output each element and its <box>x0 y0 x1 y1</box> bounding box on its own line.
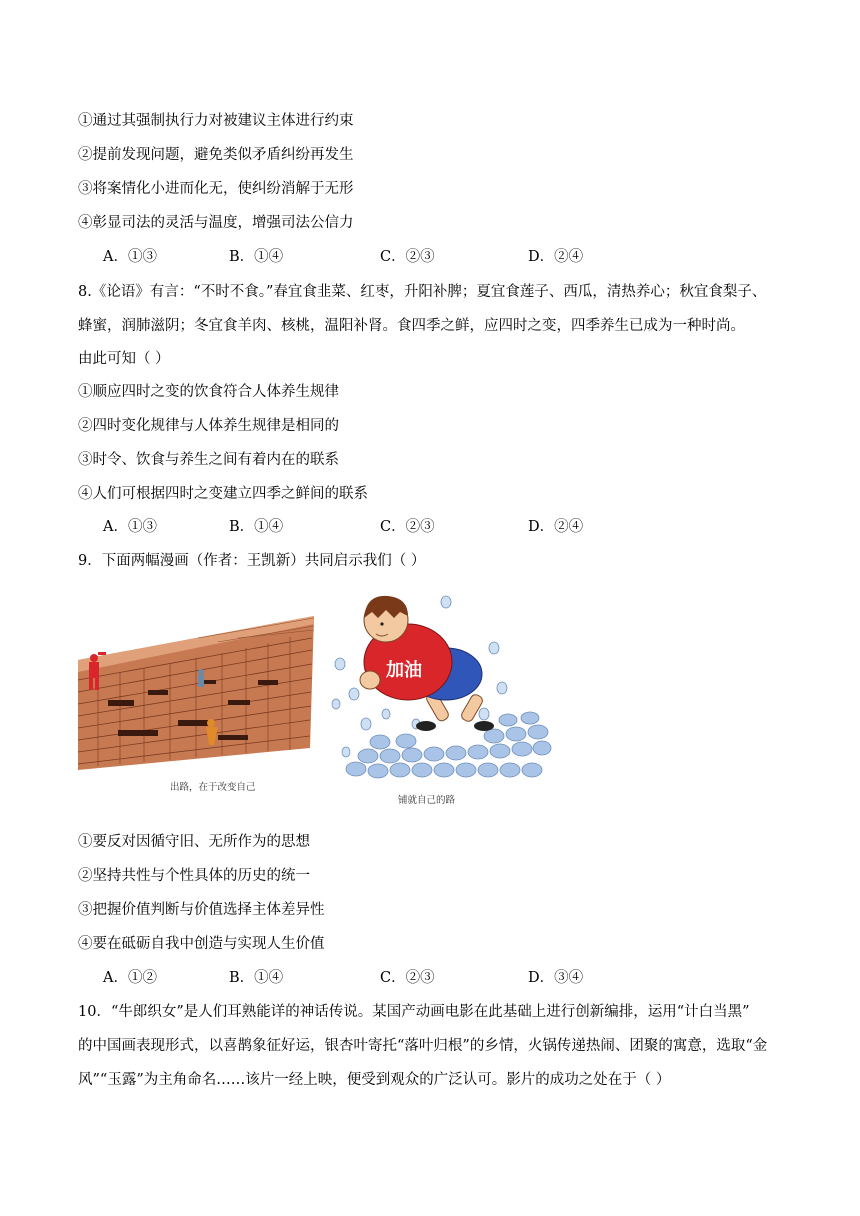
q8-item-1: ①顺应四时之变的饮食符合人体养生规律 <box>78 384 339 400</box>
q9-item-3: ③把握价值判断与价值选择主体差异性 <box>78 902 325 918</box>
q8-item-4: ④人们可根据四时之变建立四季之鲜间的联系 <box>78 486 368 502</box>
q7-item-1: ①通过其强制执行力对被建议主体进行约束 <box>78 113 354 129</box>
q10-stem-line-3: 风”“玉露”为主角命名……该片一经上映，便受到观众的广泛认可。影片的成功之处在于（ ） <box>78 1072 671 1088</box>
q8-option-a: A．①③ <box>103 519 157 535</box>
q10-stem-line-2: 的中国画表现形式，以喜鹊象征好运，银杏叶寄托“落叶归根”的乡情，火锅传递热闹、团聚的寓意，选取“金 <box>78 1038 768 1054</box>
q8-item-3: ③时令、饮食与养生之间有着内在的联系 <box>78 452 339 468</box>
q9-stem: 9．下面两幅漫画（作者：王凯新）共同启示我们（ ） <box>78 553 426 569</box>
cartoon-maze <box>78 580 314 780</box>
q8-stem-line-3: 由此可知（ ） <box>78 351 170 367</box>
q9-option-a: A．①② <box>103 970 157 986</box>
q7-option-a: A．①③ <box>103 249 157 265</box>
cartoon-runner-caption: 铺就自己的路 <box>398 795 456 806</box>
q7-option-d: D．②④ <box>528 249 584 265</box>
q8-option-b: B．①④ <box>229 519 284 535</box>
q9-option-b: B．①④ <box>229 970 284 986</box>
q7-item-4: ④彰显司法的灵活与温度，增强司法公信力 <box>78 215 354 231</box>
q7-item-2: ②提前发现问题，避免类似矛盾纠纷再发生 <box>78 147 354 163</box>
shirt-text: 加油 <box>386 660 422 681</box>
q7-item-3: ③将案情化小进而化无，使纠纷消解于无形 <box>78 181 354 197</box>
q8-stem-line-1: 8.《论语》有言：“不时不食。”春宜食韭菜、红枣，升阳补脾；夏宜食莲子、西瓜，清热养心；秋宜食梨子、 <box>78 284 767 300</box>
q9-option-c: C．②③ <box>380 970 435 986</box>
cartoon-maze-caption: 出路，在于改变自己 <box>170 782 256 793</box>
q9-item-4: ④要在砥砺自我中创造与实现人生价值 <box>78 936 325 952</box>
q8-stem-line-2: 蜂蜜，润肺滋阴；冬宜食羊肉、核桃，温阳补肾。食四季之鲜，应四时之变，四季养生已成为一种时尚。 <box>78 318 745 334</box>
q9-item-2: ②坚持共性与个性具体的历史的统一 <box>78 868 310 884</box>
q7-option-b: B．①④ <box>229 249 284 265</box>
q10-stem-line-1: 10．“牛郎织女”是人们耳熟能详的神话传说。某国产动画电影在此基础上进行创新编排，运用“计白当黑” <box>78 1004 750 1020</box>
q7-option-c: C．②③ <box>380 249 435 265</box>
cartoon-runner <box>316 584 552 784</box>
q9-item-1: ①要反对因循守旧、无所作为的思想 <box>78 834 310 850</box>
q9-option-d: D．③④ <box>528 970 584 986</box>
q8-option-c: C．②③ <box>380 519 435 535</box>
q8-item-2: ②四时变化规律与人体养生规律是相同的 <box>78 418 339 434</box>
q8-option-d: D．②④ <box>528 519 584 535</box>
